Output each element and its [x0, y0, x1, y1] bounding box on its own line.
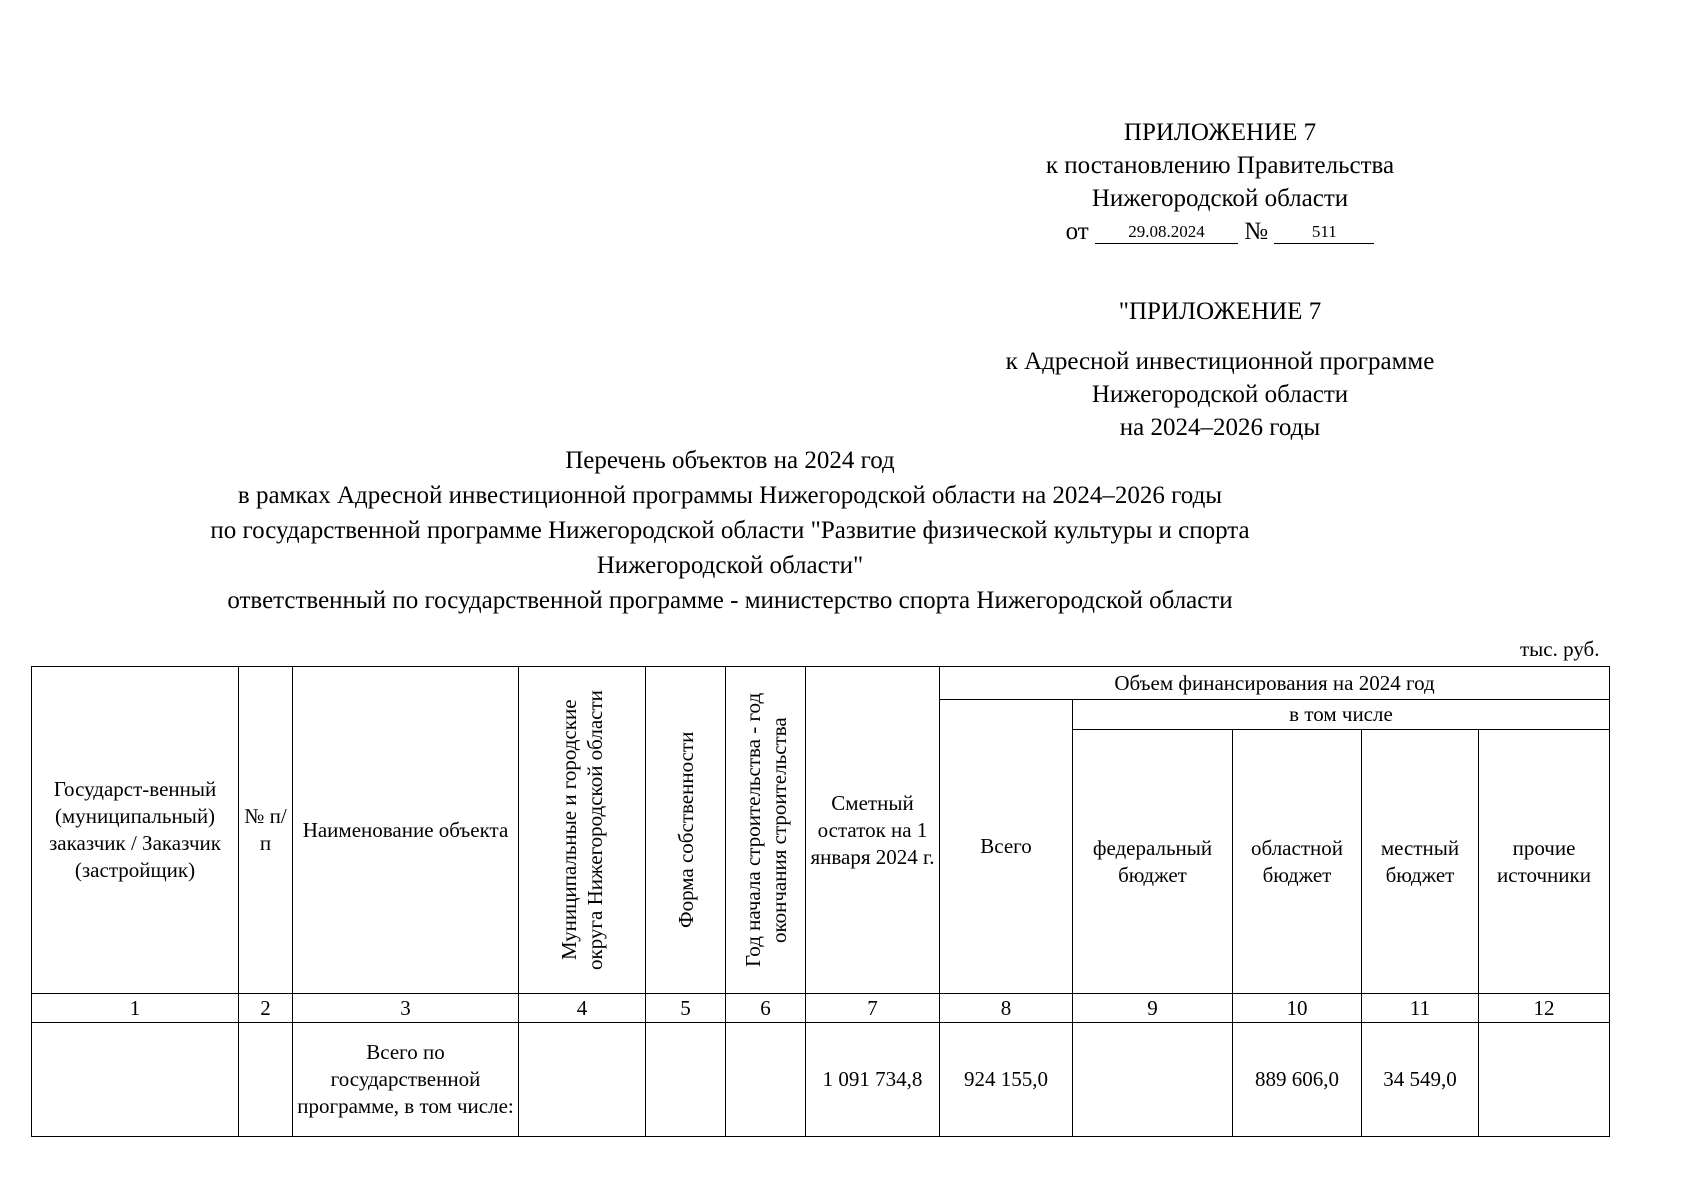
column-number-3: 3 [293, 994, 519, 1023]
column-number-12: 12 [1479, 994, 1610, 1023]
cell-regional: 889 606,0 [1233, 1023, 1362, 1137]
column-number-7: 7 [806, 994, 940, 1023]
list-title [40, 443, 1420, 618]
cell-other [1479, 1023, 1610, 1137]
header-other: прочие источники [1479, 730, 1610, 994]
list-title-line-3: по государственной программе Нижегородской области "Развитие физической культуры и спорта [210, 517, 1250, 544]
header-estimate: Сметный остаток на 1 января 2024 г. [806, 667, 940, 994]
appendix-title: ПРИЛОЖЕНИЕ 7 [1123, 119, 1317, 146]
cell-total: 924 155,0 [940, 1023, 1073, 1137]
program-line-3: на 2024–2026 годы [1119, 414, 1321, 441]
header-regional: областной бюджет [1233, 730, 1362, 994]
header-ownership [646, 667, 726, 994]
table-row [32, 1023, 1610, 1137]
column-number-11: 11 [1362, 994, 1479, 1023]
header-row-1 [32, 667, 1610, 700]
header-ownership-text: Форма собственности [673, 731, 698, 929]
list-title-line-5: ответственный по государственной программе - министерство спорта Нижегородской области [227, 587, 1233, 614]
decree-date-line [960, 215, 1480, 248]
column-number-8: 8 [940, 994, 1073, 1023]
cell-object-name: Всего по государственной программе, в том числе: [293, 1023, 519, 1137]
list-title-line-1: Перечень объектов на 2024 год [565, 447, 895, 474]
list-title-line-4: Нижегородской области" [596, 552, 864, 579]
header-including: в том числе [1073, 700, 1610, 730]
program-line-2: Нижегородской области [1091, 381, 1349, 408]
header-federal: федеральный бюджет [1073, 730, 1233, 994]
column-number-10: 10 [1233, 994, 1362, 1023]
program-reference [960, 345, 1480, 444]
header-number: № п/п [239, 667, 293, 994]
list-title-line-2: в рамках Адресной инвестиционной программы Нижегородской области на 2024–2026 годы [237, 482, 1223, 509]
cell-estimate: 1 091 734,8 [806, 1023, 940, 1137]
date-prefix: от [1065, 218, 1089, 245]
header-object-name: Наименование объекта [293, 667, 519, 994]
decree-number: 511 [1274, 221, 1374, 244]
header-customer: Государст-венный (муниципальный) заказчик / Заказчик (застройщик) [32, 667, 239, 994]
column-number-6: 6 [726, 994, 806, 1023]
header-total: Всего [940, 700, 1073, 994]
approval-block [960, 116, 1480, 215]
column-number-5: 5 [646, 994, 726, 1023]
cell-customer [32, 1023, 239, 1137]
header-years [726, 667, 806, 994]
cell-local: 34 549,0 [1362, 1023, 1479, 1137]
quoted-appendix-title: "ПРИЛОЖЕНИЕ 7 [1118, 298, 1322, 325]
cell-districts [519, 1023, 646, 1137]
cell-federal [1073, 1023, 1233, 1137]
decree-date: 29.08.2024 [1095, 221, 1238, 244]
region-name: Нижегородской области [1091, 185, 1349, 212]
column-number-4: 4 [519, 994, 646, 1023]
header-local: местный бюджет [1362, 730, 1479, 994]
header-districts-text: Муниципальные и городские округа Нижегородской области [557, 690, 607, 970]
unit-label: тыс. руб. [1520, 637, 1600, 661]
cell-number [239, 1023, 293, 1137]
column-number-row [32, 994, 1610, 1023]
header-financing: Объем финансирования на 2024 год [940, 667, 1610, 700]
cell-years [726, 1023, 806, 1137]
column-number-2: 2 [239, 994, 293, 1023]
column-number-9: 9 [1073, 994, 1233, 1023]
decree-reference: к постановлению Правительства [1045, 152, 1395, 179]
header-districts [519, 667, 646, 994]
cell-ownership [646, 1023, 726, 1137]
financing-table [31, 666, 1610, 1137]
number-sign: № [1244, 218, 1269, 245]
column-number-1: 1 [32, 994, 239, 1023]
program-line-1: к Адресной инвестиционной программе [1005, 348, 1435, 375]
header-years-text: Год начала строительства - год окончания строительства [740, 692, 791, 968]
